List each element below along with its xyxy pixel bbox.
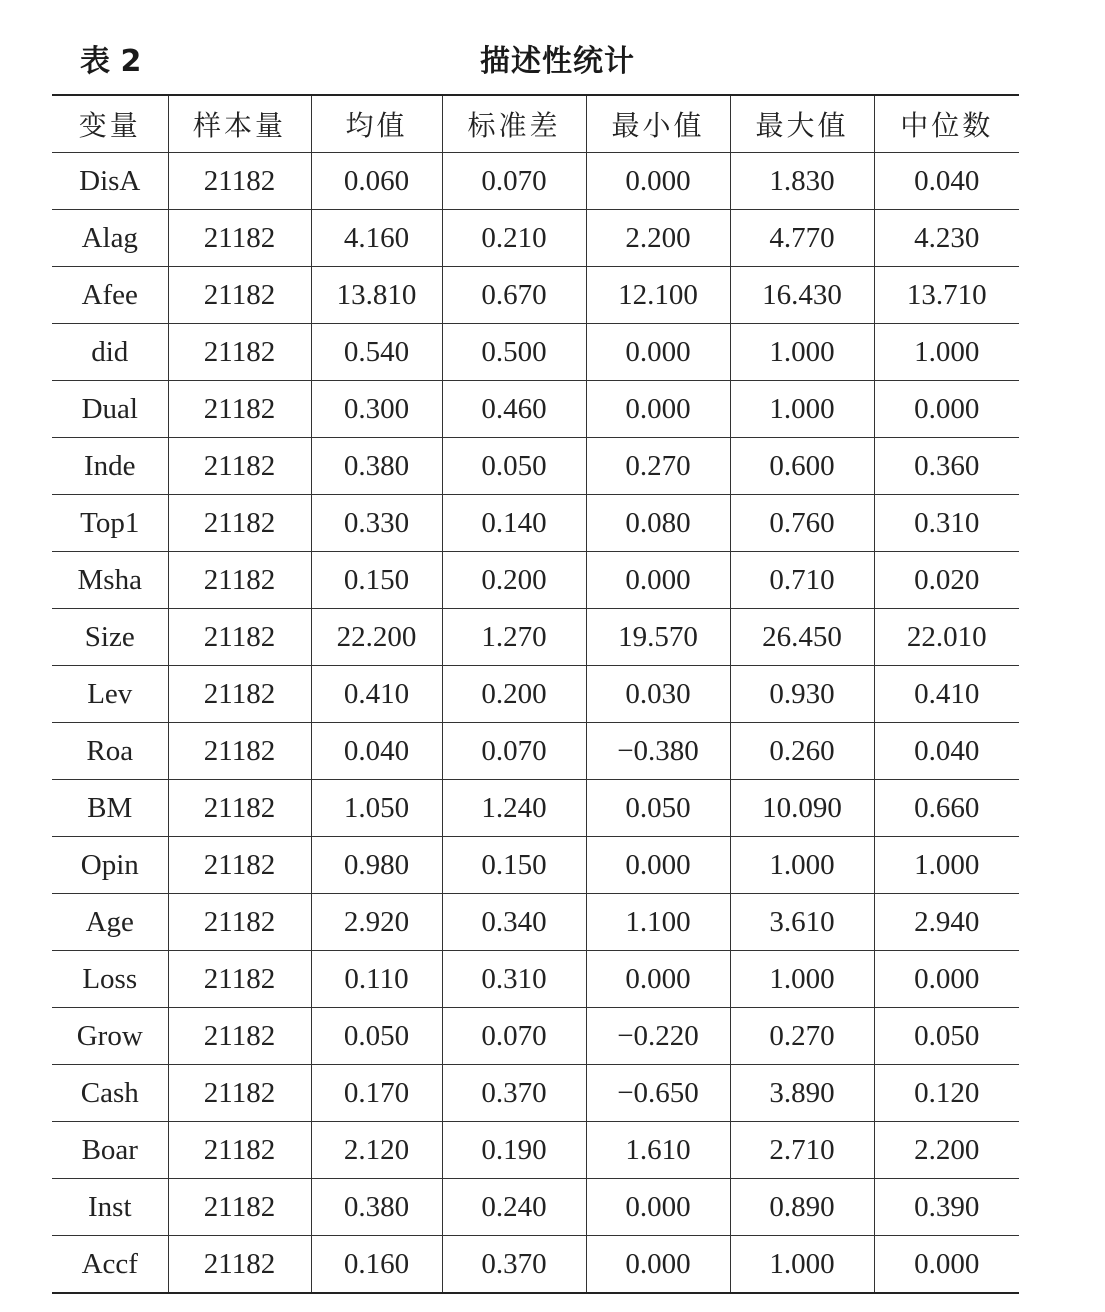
cell-mean: 0.170: [311, 1065, 442, 1122]
cell-sample-size: 21182: [168, 153, 311, 210]
cell-median: 13.710: [874, 267, 1019, 324]
cell-std-dev: 0.150: [442, 837, 586, 894]
header-std-dev: 标准差: [442, 95, 586, 153]
cell-max: 2.710: [730, 1122, 874, 1179]
cell-min: 0.000: [586, 837, 730, 894]
cell-max: 4.770: [730, 210, 874, 267]
cell-mean: 0.050: [311, 1008, 442, 1065]
cell-variable: DisA: [52, 153, 168, 210]
cell-max: 0.710: [730, 552, 874, 609]
cell-variable: Roa: [52, 723, 168, 780]
cell-median: 22.010: [874, 609, 1019, 666]
table-row: [52, 723, 1019, 780]
cell-variable: Inst: [52, 1179, 168, 1236]
cell-sample-size: 21182: [168, 837, 311, 894]
cell-min: 0.050: [586, 780, 730, 837]
cell-median: 0.310: [874, 495, 1019, 552]
table-row: [52, 1065, 1019, 1122]
table-row: [52, 267, 1019, 324]
cell-sample-size: 21182: [168, 438, 311, 495]
cell-sample-size: 21182: [168, 324, 311, 381]
cell-variable: Cash: [52, 1065, 168, 1122]
cell-variable: Accf: [81, 1247, 138, 1280]
cell-mean: 0.410: [311, 666, 442, 723]
cell-min: 0.000: [586, 552, 730, 609]
cell-sample-size: 21182: [168, 666, 311, 723]
cell-median: 0.000: [874, 1236, 1019, 1294]
cell-min: −0.220: [586, 1008, 730, 1065]
cell-std-dev: 0.670: [442, 267, 586, 324]
cell-std-dev: 0.070: [442, 153, 586, 210]
cell-mean: 0.540: [311, 324, 442, 381]
cell-min: 0.000: [586, 324, 730, 381]
cell-max: 1.000: [730, 381, 874, 438]
cell-std-dev: 0.200: [442, 666, 586, 723]
descriptive-statistics-table: [52, 94, 1019, 1294]
table-row: [52, 210, 1019, 267]
cell-std-dev: 0.340: [442, 894, 586, 951]
cell-variable: Top1: [52, 495, 168, 552]
cell-max: 0.600: [730, 438, 874, 495]
cell-sample-size: 21182: [168, 495, 311, 552]
cell-median: 1.000: [874, 837, 1019, 894]
cell-min: −0.650: [586, 1065, 730, 1122]
cell-sample-size: 21182: [168, 1122, 311, 1179]
cell-min: 0.270: [586, 438, 730, 495]
cell-std-dev: 0.140: [442, 495, 586, 552]
table-body: [52, 153, 1019, 1294]
cell-median: 0.120: [874, 1065, 1019, 1122]
cell-sample-size: 21182: [168, 1008, 311, 1065]
table-number: 表 2: [80, 44, 142, 79]
cell-mean: 0.060: [311, 153, 442, 210]
cell-mean: 0.110: [311, 951, 442, 1008]
cell-median: 0.000: [874, 381, 1019, 438]
table-title: 描述性统计: [480, 44, 635, 79]
cell-median: 2.940: [874, 894, 1019, 951]
table-header-row: [52, 95, 1019, 153]
cell-median: 0.360: [874, 438, 1019, 495]
cell-median: 0.390: [874, 1179, 1019, 1236]
cell-mean: 2.920: [311, 894, 442, 951]
cell-mean: 1.050: [311, 780, 442, 837]
cell-median: 2.200: [874, 1122, 1019, 1179]
cell-variable: did: [52, 324, 168, 381]
cell-std-dev: 0.460: [442, 381, 586, 438]
cell-min: 0.080: [586, 495, 730, 552]
cell-min: 19.570: [586, 609, 730, 666]
cell-min: 2.200: [586, 210, 730, 267]
cell-max: 0.260: [730, 723, 874, 780]
cell-mean: 0.150: [311, 552, 442, 609]
cell-mean: 22.200: [311, 609, 442, 666]
cell-max: 3.890: [730, 1065, 874, 1122]
cell-std-dev: 1.240: [442, 780, 586, 837]
cell-mean: 4.160: [311, 210, 442, 267]
cell-std-dev: 0.200: [442, 552, 586, 609]
table-row: [52, 837, 1019, 894]
cell-variable: Dual: [52, 381, 168, 438]
table-row: [52, 780, 1019, 837]
cell-max: 1.000: [730, 1236, 874, 1294]
cell-max: 1.000: [730, 837, 874, 894]
table-row: [52, 609, 1019, 666]
cell-max: 0.760: [730, 495, 874, 552]
cell-max: 3.610: [730, 894, 874, 951]
cell-median: 4.230: [874, 210, 1019, 267]
cell-sample-size: 21182: [168, 210, 311, 267]
cell-variable: Size: [52, 609, 168, 666]
cell-max: 10.090: [730, 780, 874, 837]
cell-min: −0.380: [586, 723, 730, 780]
cell-variable: Afee: [52, 267, 168, 324]
cell-mean: 2.120: [311, 1122, 442, 1179]
cell-max: 0.890: [730, 1179, 874, 1236]
cell-median: 0.020: [874, 552, 1019, 609]
cell-max: 1.830: [730, 153, 874, 210]
cell-sample-size: 21182: [168, 267, 311, 324]
cell-median: 1.000: [874, 324, 1019, 381]
cell-median: 0.660: [874, 780, 1019, 837]
cell-variable: Loss: [52, 951, 168, 1008]
cell-sample-size: 21182: [168, 894, 311, 951]
cell-std-dev: 0.370: [442, 1236, 586, 1294]
cell-max: 0.930: [730, 666, 874, 723]
cell-mean: 0.300: [311, 381, 442, 438]
cell-sample-size: 21182: [168, 951, 311, 1008]
table-row: [52, 1008, 1019, 1065]
cell-std-dev: 0.370: [442, 1065, 586, 1122]
cell-std-dev: 0.070: [442, 723, 586, 780]
table-row: [52, 894, 1019, 951]
cell-variable: Inde: [52, 438, 168, 495]
cell-sample-size: 21182: [168, 723, 311, 780]
table-row: [52, 324, 1019, 381]
header-max: 最大值: [730, 95, 874, 153]
cell-max: 1.000: [730, 951, 874, 1008]
cell-sample-size: 21182: [168, 1236, 311, 1294]
cell-max: 0.270: [730, 1008, 874, 1065]
table-row: [52, 552, 1019, 609]
table-row: [52, 1236, 1019, 1294]
cell-sample-size: 21182: [168, 780, 311, 837]
cell-variable: Grow: [52, 1008, 168, 1065]
cell-sample-size: 21182: [168, 552, 311, 609]
cell-min: 0.000: [586, 1236, 730, 1294]
cell-std-dev: 0.500: [442, 324, 586, 381]
table-row: [52, 438, 1019, 495]
table-caption: [0, 40, 1105, 84]
cell-median: 0.040: [874, 153, 1019, 210]
table-row: [52, 1122, 1019, 1179]
cell-min: 1.610: [586, 1122, 730, 1179]
cell-variable: Lev: [52, 666, 168, 723]
cell-median: 0.410: [874, 666, 1019, 723]
cell-std-dev: 0.050: [442, 438, 586, 495]
cell-mean: 0.380: [311, 1179, 442, 1236]
cell-median: 0.050: [874, 1008, 1019, 1065]
table-row: [52, 495, 1019, 552]
cell-min: 0.000: [586, 381, 730, 438]
table-row: [52, 1179, 1019, 1236]
table-row: [52, 381, 1019, 438]
cell-mean: 13.810: [311, 267, 442, 324]
cell-variable: Boar: [52, 1122, 168, 1179]
header-min: 最小值: [586, 95, 730, 153]
table-row: [52, 153, 1019, 210]
cell-variable: Alag: [52, 210, 168, 267]
cell-std-dev: 0.310: [442, 951, 586, 1008]
cell-mean: 0.040: [311, 723, 442, 780]
cell-sample-size: 21182: [168, 1065, 311, 1122]
cell-sample-size: 21182: [168, 381, 311, 438]
cell-min: 0.000: [586, 951, 730, 1008]
cell-std-dev: 0.190: [442, 1122, 586, 1179]
cell-median: 0.040: [874, 723, 1019, 780]
cell-std-dev: 0.210: [442, 210, 586, 267]
table-row: [52, 951, 1019, 1008]
cell-sample-size: 21182: [168, 609, 311, 666]
header-mean: 均值: [311, 95, 442, 153]
cell-max: 16.430: [730, 267, 874, 324]
cell-variable: BM: [52, 780, 168, 837]
cell-min: 0.000: [586, 1179, 730, 1236]
cell-std-dev: 1.270: [442, 609, 586, 666]
header-median: 中位数: [874, 95, 1019, 153]
cell-mean: 0.380: [311, 438, 442, 495]
cell-max: 26.450: [730, 609, 874, 666]
cell-min: 1.100: [586, 894, 730, 951]
cell-mean: 0.330: [311, 495, 442, 552]
header-variable: 变量: [52, 95, 168, 153]
cell-mean: 0.980: [311, 837, 442, 894]
cell-mean: 0.160: [311, 1236, 442, 1294]
cell-variable: Age: [52, 894, 168, 951]
table-row: [52, 666, 1019, 723]
cell-min: 12.100: [586, 267, 730, 324]
cell-sample-size: 21182: [168, 1179, 311, 1236]
cell-std-dev: 0.240: [442, 1179, 586, 1236]
cell-min: 0.000: [586, 153, 730, 210]
cell-max: 1.000: [730, 324, 874, 381]
cell-min: 0.030: [586, 666, 730, 723]
cell-median: 0.000: [874, 951, 1019, 1008]
cell-variable: Msha: [52, 552, 168, 609]
cell-variable: Opin: [52, 837, 168, 894]
cell-std-dev: 0.070: [442, 1008, 586, 1065]
header-sample-size: 样本量: [168, 95, 311, 153]
